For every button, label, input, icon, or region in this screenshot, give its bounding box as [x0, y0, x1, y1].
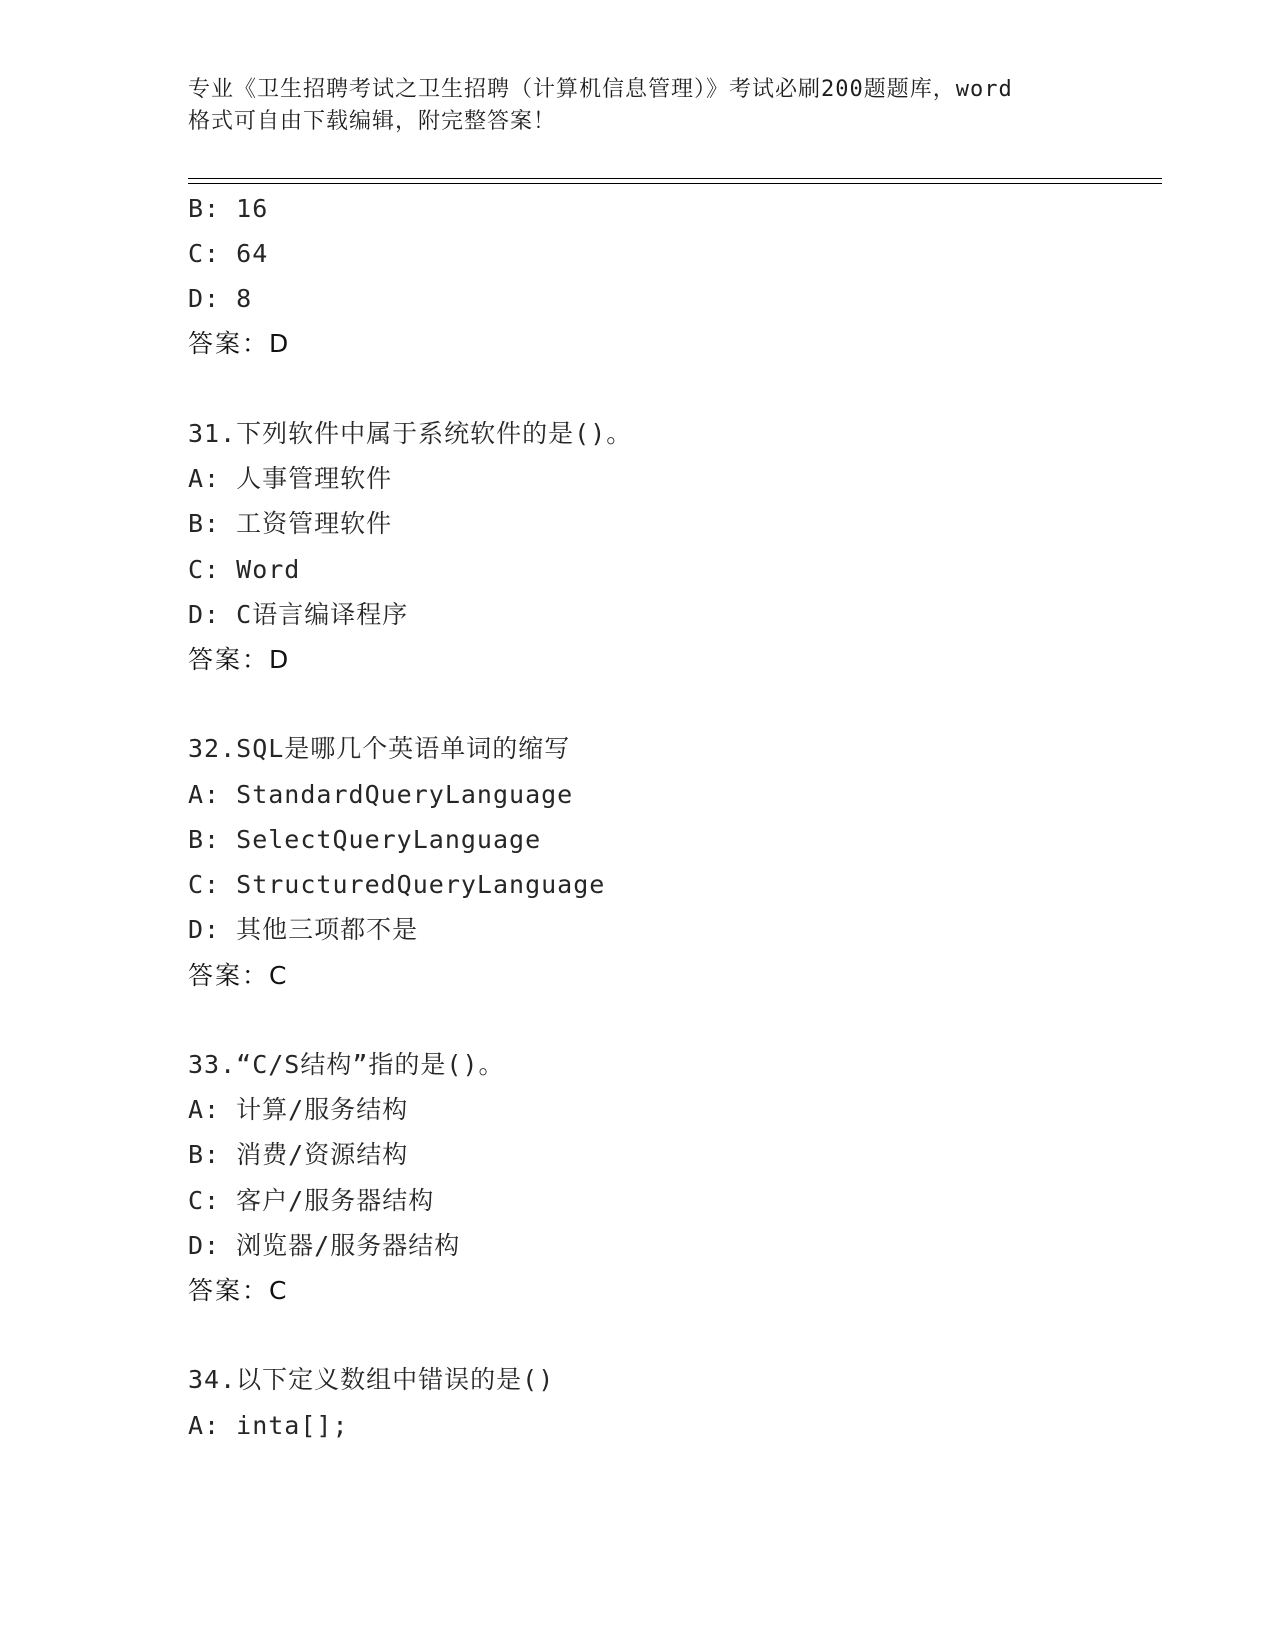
- question-32-title: 32.SQL是哪几个英语单词的缩写: [188, 734, 571, 763]
- question-33-option-d: D: 浏览器/服务器结构: [188, 1231, 461, 1260]
- question-33-answer: 答案：C: [188, 1276, 289, 1305]
- question-31-option-b: B: 工资管理软件: [188, 509, 393, 538]
- question-32-option-c: C: StructuredQueryLanguage: [188, 870, 606, 899]
- question-34-title: 34.以下定义数组中错误的是(): [188, 1365, 555, 1394]
- question-31-title: 31.下列软件中属于系统软件的是()。: [188, 419, 633, 448]
- question-34-option-a: A: inta[];: [188, 1411, 349, 1440]
- header-divider-top: [188, 178, 1162, 179]
- header-line-2: 格式可自由下载编辑，附完整答案！: [188, 109, 557, 134]
- prev-answer: 答案：D: [188, 329, 291, 358]
- header-line-1: 专业《卫生招聘考试之卫生招聘（计算机信息管理）》考试必刷200题题库，word: [188, 77, 1013, 102]
- header-divider-bottom: [188, 183, 1162, 184]
- question-31-option-d: D: C语言编译程序: [188, 600, 409, 629]
- question-33-option-c: C: 客户/服务器结构: [188, 1186, 435, 1215]
- question-32-option-a: A: StandardQueryLanguage: [188, 780, 574, 809]
- question-33-option-b: B: 消费/资源结构: [188, 1140, 409, 1169]
- question-33-title: 33.“C/S结构”指的是()。: [188, 1050, 505, 1079]
- question-31-option-c: C: Word: [188, 555, 301, 584]
- prev-option-c: C: 64: [188, 239, 269, 268]
- document-header: [188, 74, 1098, 138]
- prev-option-d: D: 8: [188, 284, 253, 313]
- prev-option-b: B: 16: [188, 194, 269, 223]
- question-31-answer: 答案：D: [188, 645, 291, 674]
- question-32-answer: 答案：C: [188, 961, 289, 990]
- question-32-option-d: D: 其他三项都不是: [188, 915, 419, 944]
- question-31-option-a: A: 人事管理软件: [188, 464, 393, 493]
- question-33-option-a: A: 计算/服务结构: [188, 1095, 409, 1124]
- question-32-option-b: B: SelectQueryLanguage: [188, 825, 542, 854]
